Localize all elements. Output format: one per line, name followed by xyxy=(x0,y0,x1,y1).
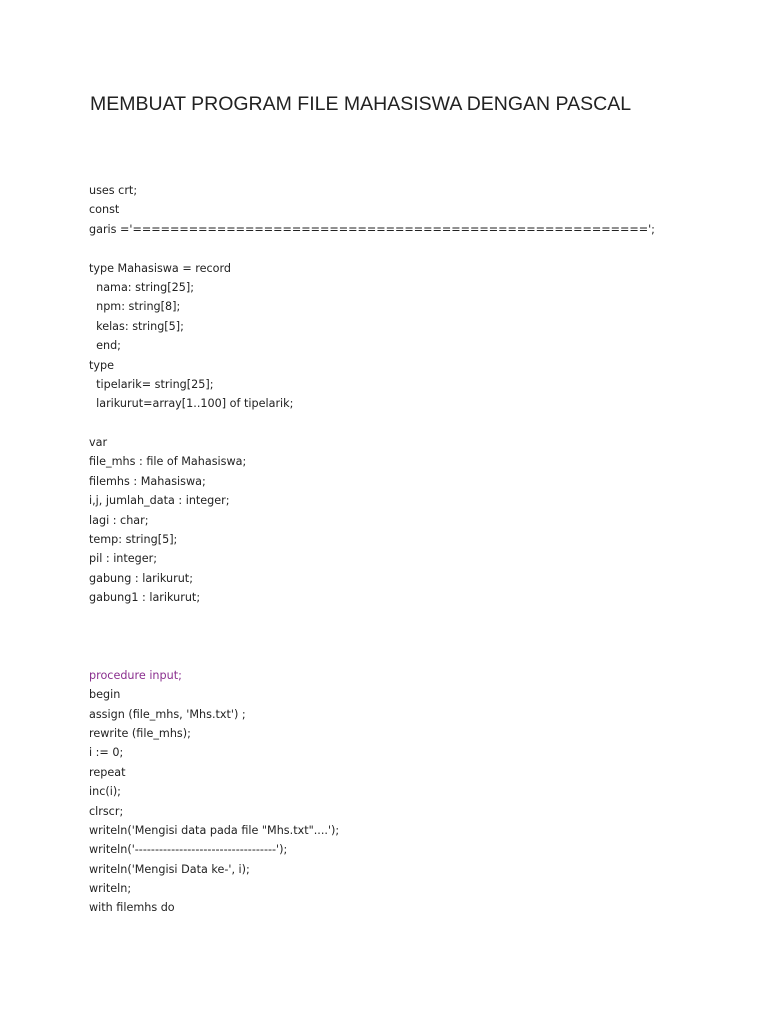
code-line: inc(i); xyxy=(89,785,121,799)
code-line: tipelarik= string[25]; xyxy=(89,377,214,391)
code-line: temp: string[5]; xyxy=(89,533,178,547)
code-line: writeln('Mengisi Data ke-', i); xyxy=(89,862,250,876)
code-line: writeln('-----------------------------------'); xyxy=(89,843,288,857)
code-line: i := 0; xyxy=(89,746,124,760)
code-line: const xyxy=(89,203,120,217)
code-line: rewrite (file_mhs); xyxy=(89,726,191,740)
code-line: garis ='======================================================='; xyxy=(89,222,655,236)
code-line: larikurut=array[1..100] of tipelarik; xyxy=(89,397,294,411)
code-line: writeln; xyxy=(89,882,132,896)
code-line: end; xyxy=(89,339,121,353)
code-line xyxy=(89,608,729,627)
code-line: begin xyxy=(89,688,121,702)
code-line: clrscr; xyxy=(89,804,124,818)
code-line: kelas: string[5]; xyxy=(89,319,184,333)
code-line xyxy=(89,646,729,665)
code-line: writeln('Mengisi data pada file "Mhs.txt"....'); xyxy=(89,823,340,837)
code-line: gabung : larikurut; xyxy=(89,571,193,585)
document-title: MEMBUAT PROGRAM FILE MAHASISWA DENGAN PASCAL xyxy=(90,93,632,115)
code-block xyxy=(89,181,729,918)
code-line: nama: string[25]; xyxy=(89,280,194,294)
code-line xyxy=(89,239,729,258)
code-line: with filemhs do xyxy=(89,901,175,915)
code-line: uses crt; xyxy=(89,184,138,197)
code-line xyxy=(89,627,729,646)
code-line: gabung1 : larikurut; xyxy=(89,591,201,605)
code-line-procedure: procedure input; xyxy=(89,668,182,682)
code-line: type Mahasiswa = record xyxy=(89,261,231,275)
code-line: pil : integer; xyxy=(89,552,158,566)
code-line xyxy=(89,414,729,433)
code-line: assign (file_mhs, 'Mhs.txt') ; xyxy=(89,707,246,721)
code-line: var xyxy=(89,436,108,450)
code-line: type xyxy=(89,358,114,372)
code-line: filemhs : Mahasiswa; xyxy=(89,474,206,488)
code-line: lagi : char; xyxy=(89,513,149,527)
code-line: repeat xyxy=(89,765,126,779)
code-line: file_mhs : file of Mahasiswa; xyxy=(89,455,247,469)
code-line: npm: string[8]; xyxy=(89,300,181,314)
code-line: i,j, jumlah_data : integer; xyxy=(89,494,230,508)
